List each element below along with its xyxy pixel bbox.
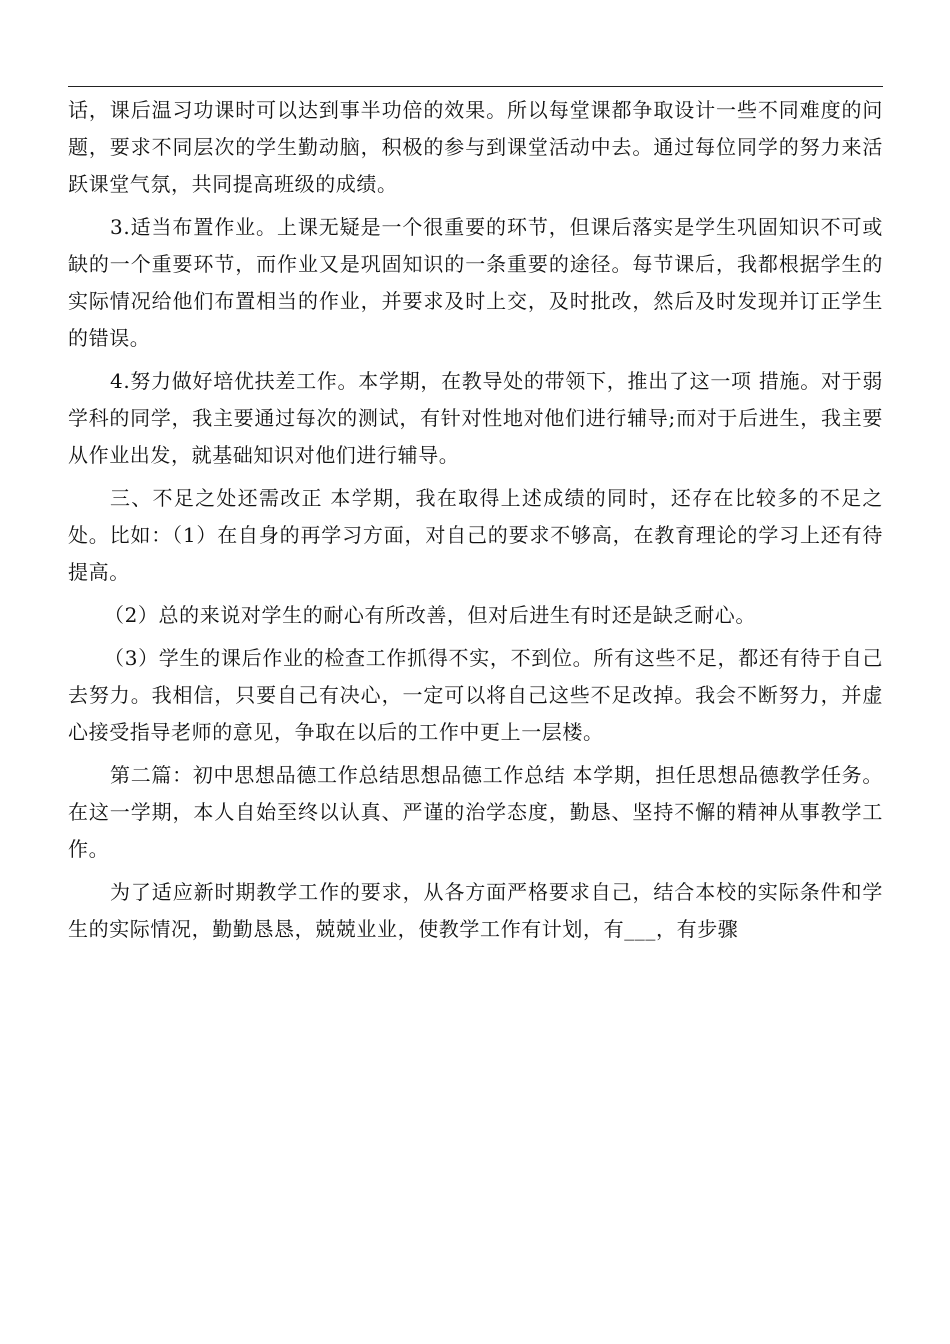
- paragraph-shortcoming-3: （3）学生的课后作业的检查工作抓得不实，不到位。所有这些不足，都还有待于自己去努力。我相信，只要自己有决心，一定可以将自己这些不足改掉。我会不断努力，并虚心接受指导老师的意见，争取在以后的工作中更上一层楼。: [68, 646, 883, 744]
- paragraph-assign-homework: 3.适当布置作业。上课无疑是一个很重要的环节，但课后落实是学生巩固知识不可或缺的一个重要环节，而作业又是巩固知识的一条重要的途径。每节课后，我都根据学生的实际情况给他们布置相当的作业，并要求及时上交，及时批改，然后及时发现并订正学生的错误。: [68, 215, 883, 350]
- paragraph-tutoring-work: 4.努力做好培优扶差工作。本学期，在教导处的带领下，推出了这一项 措施。对于弱学科的同学，我主要通过每次的测试，有针对性地对他们进行辅导;而对于后进生，我主要从作业出发，就基础知识对他们进行辅导。: [68, 369, 883, 467]
- paragraph-teaching-requirements: 为了适应新时期教学工作的要求，从各方面严格要求自己，结合本校的实际条件和学生的实际情况，勤勤恳恳，兢兢业业，使教学工作有计划，有___，有步骤: [68, 880, 883, 941]
- paragraph-shortcoming-2: （2）总的来说对学生的耐心有所改善，但对后进生有时还是缺乏耐心。: [104, 603, 756, 627]
- document-body: [68, 92, 883, 954]
- paragraph-second-article: 第二篇：初中思想品德工作总结思想品德工作总结 本学期，担任思想品德教学任务。在这一学期，本人自始至终以认真、严谨的治学态度，勤恳、坚持不懈的精神从事教学工作。: [68, 763, 883, 861]
- paragraph-continuation: 话，课后温习功课时可以达到事半功倍的效果。所以每堂课都争取设计一些不同难度的问题，要求不同层次的学生勤动脑，积极的参与到课堂活动中去。通过每位同学的努力来活跃课堂气氛，共同提高班级的成绩。: [68, 98, 883, 196]
- header-rule: [68, 86, 883, 87]
- paragraph-shortcomings: 三、不足之处还需改正 本学期，我在取得上述成绩的同时，还存在比较多的不足之处。比如：（1）在自身的再学习方面，对自己的要求不够高，在教育理论的学习上还有待提高。: [68, 486, 883, 584]
